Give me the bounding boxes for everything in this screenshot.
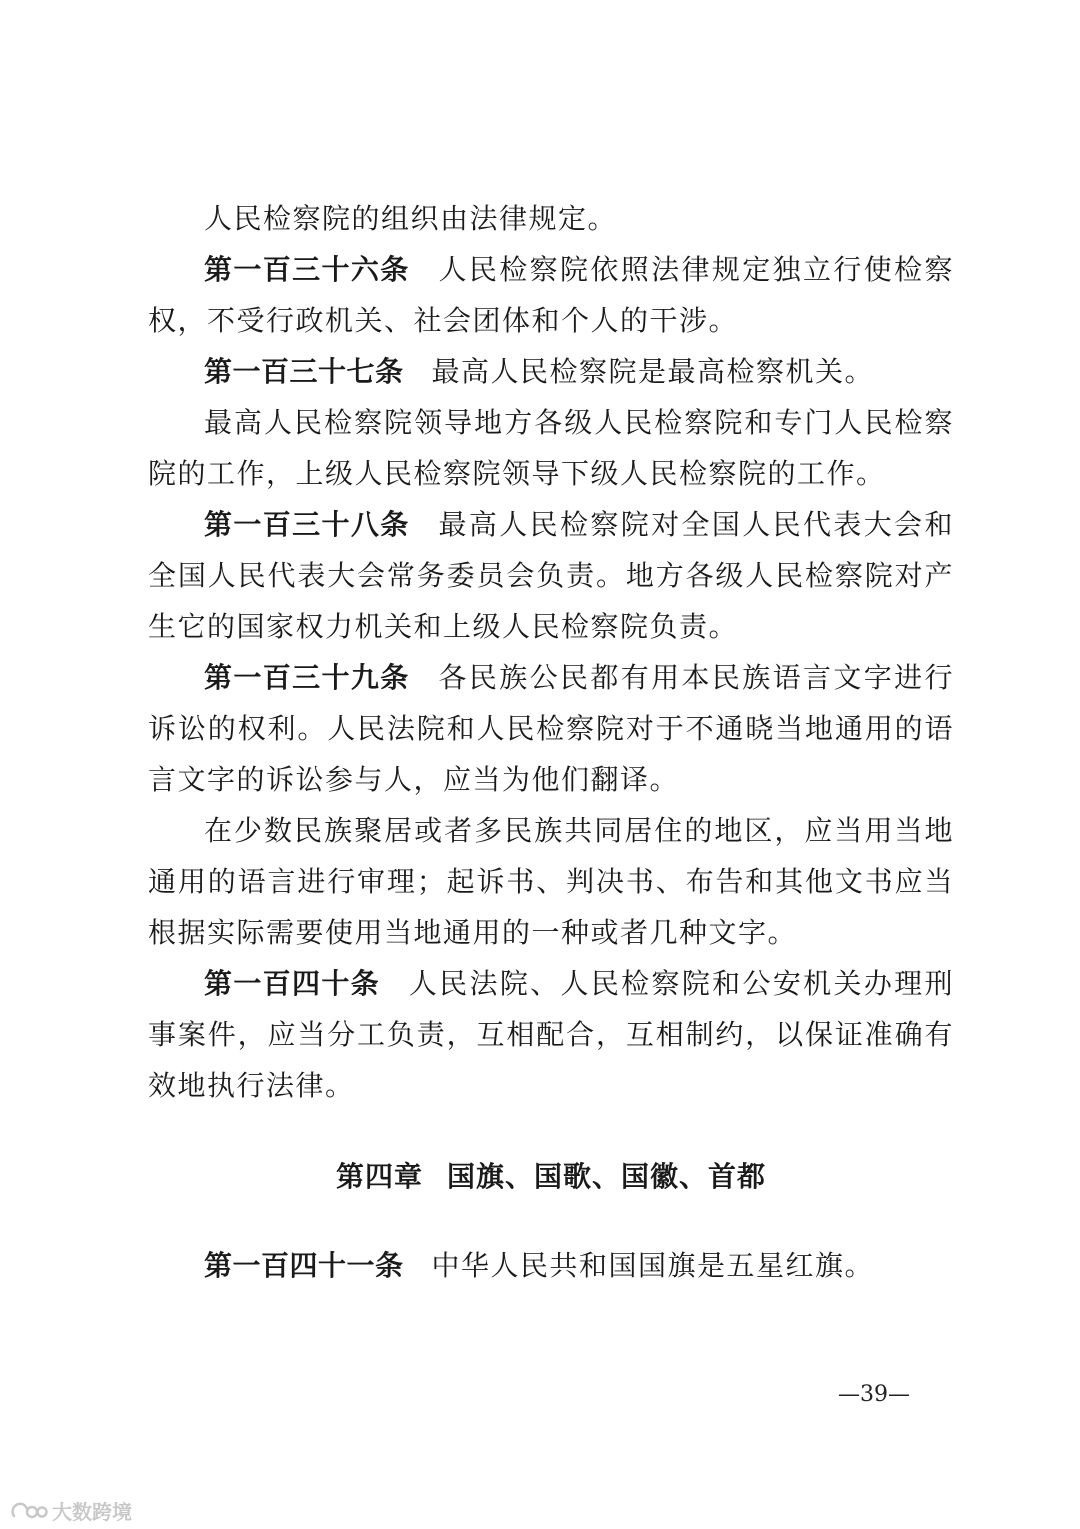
article-number: 第一百三十六条 [204,253,410,286]
article-paragraph [148,499,954,652]
article-text: 最高人民检察院是最高检察机关。 [431,355,875,388]
article-text: 最高人民检察院对全国人民代表大会和全国人民代表大会常务委员会负责。地方各级人民检察院对产生它的国家权力机关和上级人民检察院负责。 [148,508,954,643]
article-paragraph [148,652,954,805]
document-body [148,193,954,1291]
paragraph: 最高人民检察院领导地方各级人民检察院和专门人民检察院的工作，上级人民检察院领导下级人民检察院的工作。 [148,406,954,490]
article-text: 中华人民共和国国旗是五星红旗。 [431,1249,875,1282]
article-text: 人民法院、人民检察院和公安机关办理刑事案件，应当分工负责，互相配合，互相制约，以保证准确有效地执行法律。 [148,967,954,1102]
article-text: 人民检察院依照法律规定独立行使检察权，不受行政机关、社会团体和个人的干涉。 [148,253,954,337]
watermark [10,1496,132,1525]
watermark-text: 大数跨境 [52,1500,132,1524]
article-paragraph [148,958,954,1111]
chapter-title: 国旗、国歌、国徽、首都 [447,1160,767,1193]
link-logo-icon [10,1500,48,1522]
article-number: 第一百三十七条 [204,355,404,388]
chapter-number: 第四章 [335,1160,423,1193]
article-number: 第一百四十一条 [204,1249,404,1282]
article-number: 第一百四十条 [204,967,380,1000]
article-paragraph [148,346,954,397]
article-text: 各民族公民都有用本民族语言文字进行诉讼的权利。人民法院和人民检察院对于不通晓当地通用的语言文字的诉讼参与人，应当为他们翻译。 [148,661,954,796]
article-number: 第一百三十九条 [204,661,410,694]
chapter-heading [148,1151,954,1202]
paragraph: 人民检察院的组织由法律规定。 [204,202,618,235]
page-number: —39— [838,1382,910,1407]
paragraph: 在少数民族聚居或者多民族共同居住的地区，应当用当地通用的语言进行审理；起诉书、判决书、布告和其他文书应当根据实际需要使用当地通用的一种或者几种文字。 [148,814,954,949]
article-number: 第一百三十八条 [204,508,410,541]
article-paragraph [148,244,954,346]
article-paragraph [148,1240,954,1291]
